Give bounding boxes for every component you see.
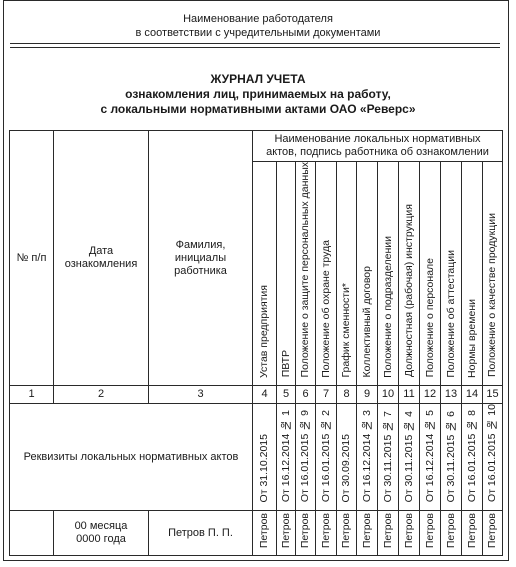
signature-text: Петров	[279, 513, 292, 549]
signature-text: Петров	[319, 513, 332, 549]
journal-subtitle-2: с локальными нормативными актами ОАО «Реверс»	[100, 102, 416, 116]
requisite-4	[316, 404, 337, 511]
signature-text: Петров	[258, 513, 270, 549]
act-header-10	[441, 162, 462, 386]
row-date: 00 месяца 0000 года	[54, 511, 149, 556]
requisite-1	[253, 404, 277, 511]
act-header-1	[253, 162, 277, 386]
act-header-11	[462, 162, 483, 386]
signature-text: Петров	[381, 513, 394, 549]
signature-1	[253, 511, 277, 556]
act-name: Положение об аттестации	[444, 249, 457, 378]
signature-8	[399, 511, 420, 556]
act-header-9	[420, 162, 441, 386]
column-number-13: 13	[441, 386, 462, 404]
signature-text: Петров	[340, 513, 352, 549]
signature-12	[483, 511, 503, 556]
act-name: Положение о качестве продукции	[486, 213, 498, 378]
column-number-9: 9	[357, 386, 378, 404]
signature-text: Петров	[423, 513, 436, 549]
act-name: График сменности*	[340, 282, 352, 378]
signature-3	[296, 511, 316, 556]
requisite-text: От 16.12.2014 № 1	[279, 410, 292, 503]
act-name: Положение об охране труда	[319, 239, 332, 378]
header-acts: Наименование локальных нормативных актов, подпись работника об ознакомлении	[253, 131, 503, 162]
column-number-3: 3	[149, 386, 253, 404]
act-name: Положение о защите персональных данных	[299, 162, 311, 378]
header-divider-bottom	[10, 47, 500, 48]
signature-9	[420, 511, 441, 556]
header-name: Фамилия, инициалы работника	[149, 131, 253, 386]
header-date: Дата ознакомления	[54, 131, 149, 386]
act-header-2	[277, 162, 296, 386]
requisite-text: От 16.01.2015 № 9	[299, 410, 311, 503]
column-number-12: 12	[420, 386, 441, 404]
requisite-text: От 16.01.2015 № 8	[465, 410, 478, 503]
requisite-3	[296, 404, 316, 511]
signature-text: Петров	[444, 513, 457, 549]
column-number-15: 15	[483, 386, 503, 404]
employer-name-line2: в соответствии с учредительными документами	[135, 27, 381, 39]
act-header-12	[483, 162, 503, 386]
act-name: Положение о персонале	[423, 258, 436, 378]
act-header-8	[399, 162, 420, 386]
column-number-14: 14	[462, 386, 483, 404]
journal-table	[9, 130, 503, 556]
row-number-cell	[10, 511, 54, 556]
column-number-5: 5	[277, 386, 296, 404]
act-name: Устав предприятия	[258, 284, 270, 378]
requisite-10	[441, 404, 462, 511]
employer-name-line1: Наименование работодателя	[183, 13, 333, 25]
signature-6	[357, 511, 378, 556]
requisite-text: От 16.12.2014 № 5	[423, 410, 436, 503]
signature-11	[462, 511, 483, 556]
signature-10	[441, 511, 462, 556]
requisite-6	[357, 404, 378, 511]
act-header-7	[378, 162, 399, 386]
column-number-11: 11	[399, 386, 420, 404]
requisite-8	[399, 404, 420, 511]
column-number-6: 6	[296, 386, 316, 404]
requisite-2	[277, 404, 296, 511]
signature-4	[316, 511, 337, 556]
act-header-4	[316, 162, 337, 386]
column-number-4: 4	[253, 386, 277, 404]
requisite-text: От 16.12.2014 № 3	[360, 410, 373, 503]
requisite-text: От 31.10.2015	[258, 433, 270, 503]
signature-text: Петров	[360, 513, 373, 549]
act-name: ПВТР	[279, 350, 292, 378]
journal-subtitle-1: ознакомления лиц, принимаемых на работу,	[125, 87, 391, 101]
signature-7	[378, 511, 399, 556]
signature-5	[337, 511, 357, 556]
requisite-text: От 30.11.2015 № 6	[444, 411, 457, 503]
act-name: Коллективный договор	[360, 265, 373, 378]
requisite-text: От 16.01.2015 № 2	[319, 410, 332, 503]
requisite-7	[378, 404, 399, 511]
requisite-text: От 16.01.2015 № 10	[486, 404, 498, 503]
signature-text: Петров	[299, 513, 311, 549]
row-name: Петров П. П.	[149, 511, 253, 556]
column-number-10: 10	[378, 386, 399, 404]
requisite-text: От 30.11.2015 № 4	[402, 411, 415, 503]
column-number-7: 7	[316, 386, 337, 404]
signature-2	[277, 511, 296, 556]
act-header-5	[337, 162, 357, 386]
requisites-label: Реквизиты локальных нормативных актов	[10, 404, 253, 511]
act-header-6	[357, 162, 378, 386]
act-header-3	[296, 162, 316, 386]
signature-text: Петров	[486, 513, 498, 549]
signature-text: Петров	[465, 513, 478, 549]
act-name: Положение о подразделении	[381, 235, 394, 378]
signature-text: Петров	[402, 513, 415, 549]
column-number-8: 8	[337, 386, 357, 404]
requisite-12	[483, 404, 503, 511]
column-number-2: 2	[54, 386, 149, 404]
requisite-text: От 30.11.2015 № 7	[381, 411, 394, 503]
column-number-1: 1	[10, 386, 54, 404]
journal-title: ЖУРНАЛ УЧЕТА	[210, 72, 306, 86]
header-number: № п/п	[10, 131, 54, 386]
requisite-5	[337, 404, 357, 511]
requisite-text: От 30.09.2015	[340, 433, 352, 503]
act-name: Должностная (рабочая) инструкция	[402, 204, 415, 378]
requisite-9	[420, 404, 441, 511]
requisite-11	[462, 404, 483, 511]
header-divider-top	[10, 43, 500, 44]
act-name: Нормы времени	[465, 298, 478, 378]
